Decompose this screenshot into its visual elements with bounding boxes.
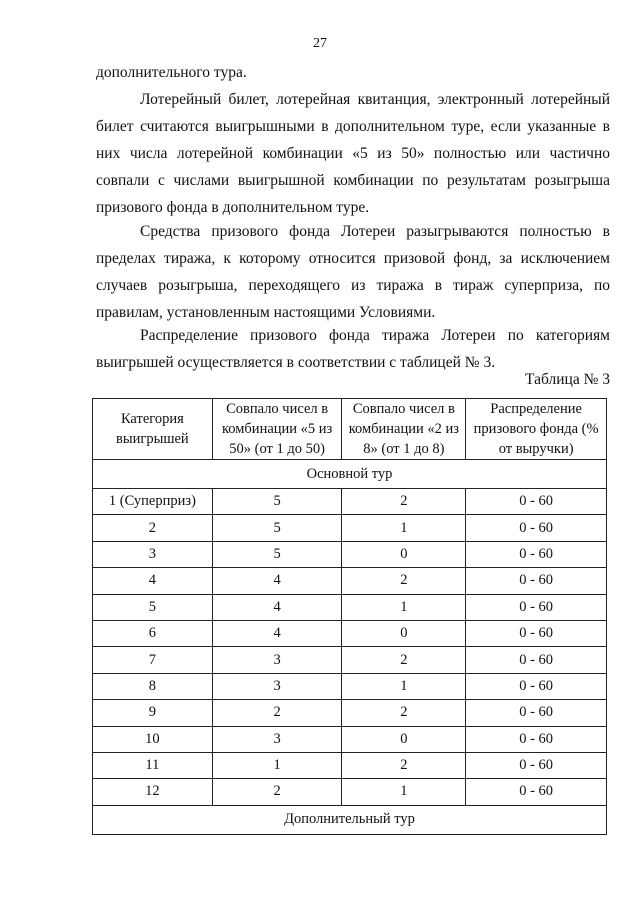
- cell-category: 1 (Суперприз): [93, 489, 213, 515]
- cell-distribution: 0 - 60: [466, 700, 607, 726]
- header-match-5-of-50: Совпало чисел в комбинации «5 из 50» (от 1 до 50): [212, 399, 342, 460]
- cell-distribution: 0 - 60: [466, 647, 607, 673]
- cell-distribution: 0 - 60: [466, 673, 607, 699]
- page-number: 27: [313, 36, 327, 51]
- table-row: [93, 515, 607, 541]
- cell-match-2-of-8: 2: [342, 647, 466, 673]
- table-header-row: [93, 399, 607, 460]
- cell-match-2-of-8: 0: [342, 726, 466, 752]
- cell-category: 6: [93, 620, 213, 646]
- cell-category: 11: [93, 752, 213, 778]
- table-row: [93, 620, 607, 646]
- cell-category: 7: [93, 647, 213, 673]
- table-row: [93, 568, 607, 594]
- cell-match-2-of-8: 1: [342, 594, 466, 620]
- header-distribution: Распределение призового фонда (% от выручки): [466, 399, 607, 460]
- cell-category: 8: [93, 673, 213, 699]
- table-row: [93, 647, 607, 673]
- cell-category: 5: [93, 594, 213, 620]
- table-row: [93, 779, 607, 805]
- cell-category: 2: [93, 515, 213, 541]
- table-row: [93, 541, 607, 567]
- cell-match-2-of-8: 1: [342, 515, 466, 541]
- table-caption: Таблица № 3: [525, 371, 610, 388]
- cell-distribution: 0 - 60: [466, 568, 607, 594]
- paragraph-prize-fund: Средства призового фонда Лотереи разыгрываются полностью в пределах тиража, к которому относится призовой фонд, за исключением случаев розыгрыша, переходящего из тиража в тираж суперприза, по правилам, установленным настоящими Условиями.: [96, 223, 610, 321]
- table-row: [93, 594, 607, 620]
- cell-distribution: 0 - 60: [466, 726, 607, 752]
- cell-category: 10: [93, 726, 213, 752]
- cell-match-5-of-50: 3: [212, 726, 342, 752]
- paragraph-distribution: Распределение призового фонда тиража Лотереи по категориям выигрышей осуществляется в соответствии с таблицей № 3.: [96, 327, 610, 371]
- cell-distribution: 0 - 60: [466, 515, 607, 541]
- cell-distribution: 0 - 60: [466, 489, 607, 515]
- section-row-extra: [93, 805, 607, 834]
- cell-match-5-of-50: 3: [212, 673, 342, 699]
- header-category: Категория выигрышей: [93, 399, 213, 460]
- table-row: [93, 700, 607, 726]
- cell-distribution: 0 - 60: [466, 752, 607, 778]
- cell-match-5-of-50: 2: [212, 700, 342, 726]
- header-match-2-of-8: Совпало чисел в комбинации «2 из 8» (от 1 до 8): [342, 399, 466, 460]
- table-row: [93, 673, 607, 699]
- cell-category: 4: [93, 568, 213, 594]
- cell-match-5-of-50: 1: [212, 752, 342, 778]
- cell-match-5-of-50: 4: [212, 620, 342, 646]
- cell-distribution: 0 - 60: [466, 541, 607, 567]
- cell-match-2-of-8: 2: [342, 700, 466, 726]
- cell-match-5-of-50: 5: [212, 489, 342, 515]
- table-row: [93, 726, 607, 752]
- cell-distribution: 0 - 60: [466, 620, 607, 646]
- cell-match-2-of-8: 1: [342, 673, 466, 699]
- section-row-main: [93, 460, 607, 489]
- cell-match-5-of-50: 4: [212, 594, 342, 620]
- paragraph-continuation: дополнительного тура.: [96, 64, 247, 81]
- cell-match-5-of-50: 3: [212, 647, 342, 673]
- cell-category: 9: [93, 700, 213, 726]
- table-row: [93, 489, 607, 515]
- cell-match-5-of-50: 2: [212, 779, 342, 805]
- prize-distribution-table: [92, 398, 607, 835]
- table-row: [93, 752, 607, 778]
- cell-match-2-of-8: 2: [342, 752, 466, 778]
- cell-match-2-of-8: 2: [342, 568, 466, 594]
- cell-category: 3: [93, 541, 213, 567]
- cell-match-5-of-50: 5: [212, 541, 342, 567]
- section-extra-tour: Дополнительный тур: [93, 805, 607, 834]
- cell-match-2-of-8: 2: [342, 489, 466, 515]
- cell-match-2-of-8: 0: [342, 620, 466, 646]
- cell-match-5-of-50: 5: [212, 515, 342, 541]
- cell-match-2-of-8: 0: [342, 541, 466, 567]
- paragraph-winning-tickets: Лотерейный билет, лотерейная квитанция, электронный лотерейный билет считаются выигрышными в дополнительном туре, если указанные в них числа лотерейной комбинации «5 из 50» полностью или частично совпали с числами выигрышной комбинации по результатам розыгрыша призового фонда в дополнительном туре.: [96, 91, 610, 216]
- cell-distribution: 0 - 60: [466, 594, 607, 620]
- cell-match-2-of-8: 1: [342, 779, 466, 805]
- cell-match-5-of-50: 4: [212, 568, 342, 594]
- section-main-tour: Основной тур: [93, 460, 607, 489]
- cell-distribution: 0 - 60: [466, 779, 607, 805]
- cell-category: 12: [93, 779, 213, 805]
